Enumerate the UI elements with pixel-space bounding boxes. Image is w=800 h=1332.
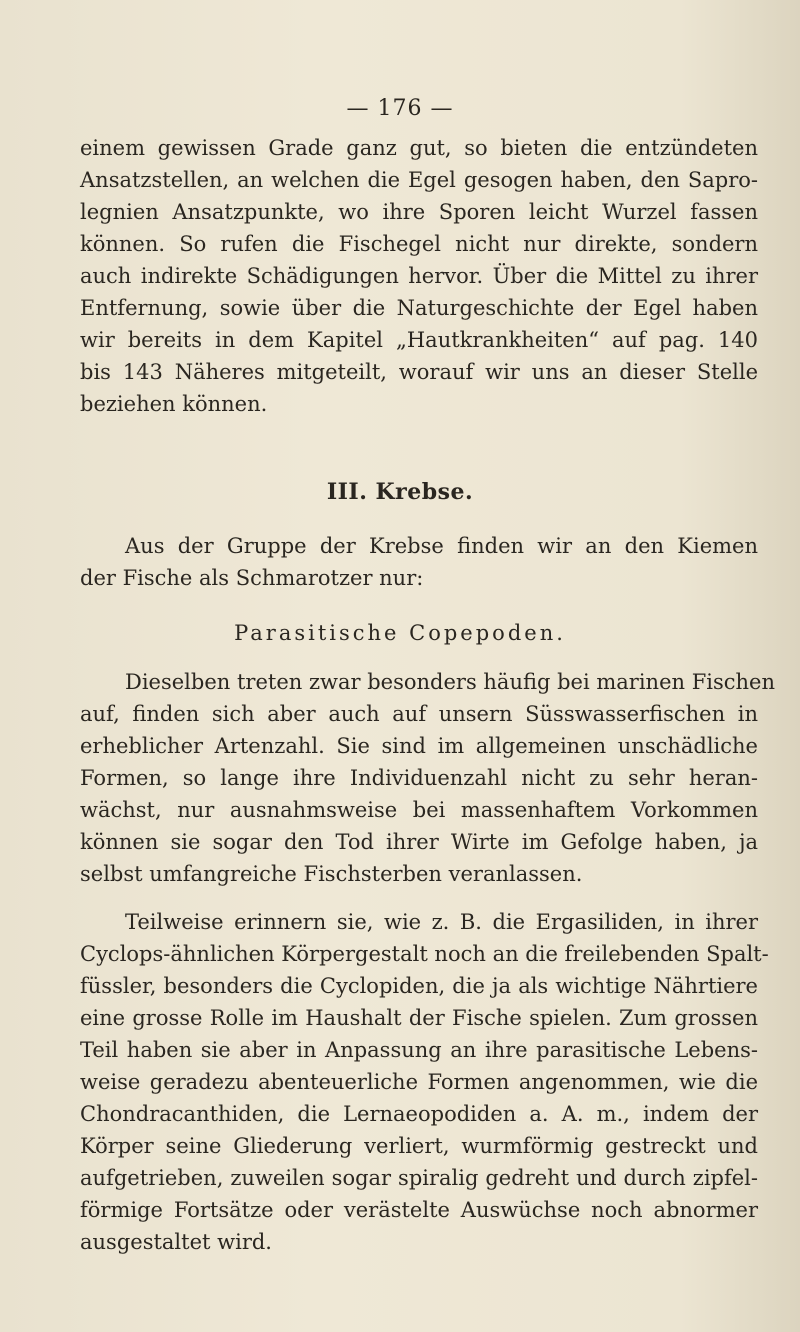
text-line: aufgetrieben, zuweilen sogar spiralig gedreht und durch zipfel- (80, 1166, 758, 1190)
subsection-heading: Parasitische Copepoden. (234, 621, 566, 645)
text-line: können sie sogar den Tod ihrer Wirte im Gefolge haben, ja (80, 830, 758, 854)
text-line: bis 143 Näheres mitgeteilt, worauf wir uns an dieser Stelle (80, 360, 758, 384)
text-line: wir bereits in dem Kapitel „Hautkrankheiten“ auf pag. 140 (80, 328, 758, 352)
text-line: selbst umfangreiche Fischsterben veranlassen. (80, 862, 583, 886)
text-line: legnien Ansatzpunkte, wo ihre Sporen leicht Wurzel fassen (80, 200, 758, 224)
page-number: — 176 — (346, 96, 454, 121)
text-line: beziehen können. (80, 392, 268, 416)
paragraph-egel-damage (80, 132, 758, 420)
text-line: Formen, so lange ihre Individuenzahl nicht zu sehr heran- (80, 766, 758, 790)
text-line: ausgestaltet wird. (80, 1230, 272, 1254)
text-line: können. So rufen die Fischegel nicht nur direkte, sondern (80, 232, 758, 256)
text-line: erheblicher Artenzahl. Sie sind im allgemeinen unschädliche (80, 734, 758, 758)
text-line: Chondracanthiden, die Lernaeopodiden a. A. m., indem der (80, 1102, 758, 1126)
text-line: füssler, besonders die Cyclopiden, die ja als wichtige Nährtiere (80, 974, 758, 998)
text-line: eine grosse Rolle im Haushalt der Fische spielen. Zum grossen (80, 1006, 758, 1030)
text-line: auch indirekte Schädigungen hervor. Über die Mittel zu ihrer (80, 264, 758, 288)
text-line: Ansatzstellen, an welchen die Egel gesogen haben, den Sapro- (80, 168, 758, 192)
section-heading: III. Krebse. (326, 479, 474, 505)
text-line: Teil haben sie aber in Anpassung an ihre parasitische Lebens- (80, 1038, 758, 1062)
text-line: Körper seine Gliederung verliert, wurmförmig gestreckt und (80, 1134, 758, 1158)
text-line: Dieselben treten zwar besonders häufig bei marinen Fischen (125, 670, 775, 694)
text-line: einem gewissen Grade ganz gut, so bieten die entzündeten (80, 136, 758, 160)
text-line: der Fische als Schmarotzer nur: (80, 566, 424, 590)
paragraph-ergasiliden (80, 906, 769, 1258)
text-line: Aus der Gruppe der Krebse finden wir an den Kiemen (125, 534, 758, 558)
paragraph-copepoden (80, 666, 775, 890)
text-line: förmige Fortsätze oder verästelte Auswüchse noch abnormer (80, 1198, 758, 1222)
text-line: wächst, nur ausnahmsweise bei massenhaftem Vorkommen (80, 798, 758, 822)
text-line: Entfernung, sowie über die Naturgeschichte der Egel haben (80, 296, 758, 320)
text-line: auf, finden sich aber auch auf unsern Süsswasserfischen in (80, 702, 758, 726)
text-line: Teilweise erinnern sie, wie z. B. die Ergasiliden, in ihrer (125, 910, 758, 934)
text-line: Cyclops-ähnlichen Körpergestalt noch an die freilebenden Spalt- (80, 942, 769, 966)
section-intro (80, 530, 758, 594)
text-line: weise geradezu abenteuerliche Formen angenommen, wie die (80, 1070, 758, 1094)
